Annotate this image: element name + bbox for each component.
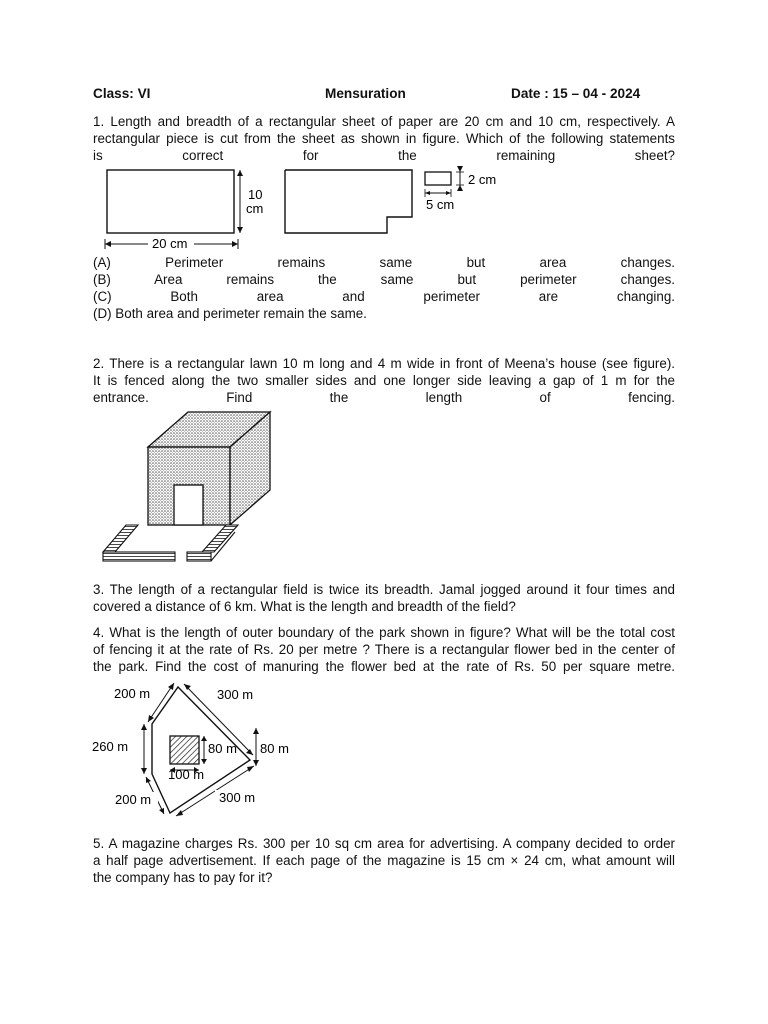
q1-line-1: 1. Length and breadth of a rectangular sheet of paper are 20 cm and 10 cm, respectively. A [93,114,675,129]
label-bed-width: 100 m [168,767,205,782]
q1-option-a: (A) Perimeter remains same but area changes. [93,255,675,270]
q4-line-1: 4. What is the length of outer boundary of the park shown in figure? What will be the total cost [93,625,675,640]
fence-left-side [103,525,138,552]
question-5-text [93,835,675,886]
question-4-text [93,624,675,675]
fence-front-left [103,552,175,561]
q5-line-3: the company has to pay for it? [93,870,273,885]
q1-option-c: (C) Both area and perimeter are changing. [93,289,675,304]
house-door [174,485,203,525]
q1-option-d: (D) Both area and perimeter remain the same. [93,306,367,321]
q2-house-lawn-figure [95,408,285,568]
date-label: Date : 15 – 04 - 2024 [511,86,641,101]
cut-piece-rect [425,172,451,185]
q1-options [93,254,675,322]
fence-front-right [187,552,211,561]
q3-line-1: 3. The length of a rectangular field is twice its breadth. Jamal jogged around it four times and [93,582,675,597]
label-top-right: 300 m [217,687,254,702]
q2-line-1: 2. There is a rectangular lawn 10 m long and 4 m wide in front of Meena’s house (see figure). [93,356,675,371]
cut-width-label: 5 cm [426,197,455,212]
fence-right-side [202,525,238,552]
flower-bed [170,736,199,764]
question-1-text [93,113,675,164]
q1-line-3: is correct for the remaining sheet? [93,148,675,163]
q1-line-2: rectangular piece is cut from the sheet as shown in figure. Which of the following statements [93,131,675,146]
question-3-text [93,581,675,615]
q5-line-1: 5. A magazine charges Rs. 300 per 10 sq cm area for advertising. A company decided to order [93,836,675,851]
width-label: 20 cm [152,236,188,251]
class-label: Class: VI [93,86,151,101]
q2-line-3: entrance. Find the length of fencing. [93,390,675,405]
q4-line-2: of fencing it at the rate of Rs. 20 per metre ? There is a rectangular flower bed in the center of [93,642,675,657]
q1-option-b: (B) Area remains the same but perimeter changes. [93,272,675,287]
q3-line-2: covered a distance of 6 km. What is the length and breadth of the field? [93,599,516,614]
height-label-bottom: cm [246,201,264,216]
q4-line-3: the park. Find the cost of manuring the flower bed at the rate of Rs. 50 per square metre. [93,659,675,674]
remaining-sheet-shape [285,170,412,233]
height-label-top: 10 [248,187,263,202]
full-sheet-rect [107,170,234,233]
cut-height-label: 2 cm [468,172,497,187]
label-bottom-right: 300 m [219,790,256,805]
q4-park-figure [90,680,310,820]
q2-line-2: It is fenced along the two smaller sides and one longer side leaving a gap of 1 m for the [93,373,675,388]
q1-sheet-figure [90,160,510,255]
label-bottom-left: 200 m [115,792,152,807]
label-left: 260 m [92,739,129,754]
question-2-text [93,355,675,406]
label-right: 80 m [260,741,289,756]
q5-line-2: a half page advertisement. If each page of the magazine is 15 cm × 24 cm, what amount will [93,853,675,868]
subject-title: Mensuration [325,86,406,101]
label-bed-height: 80 m [208,741,237,756]
label-top-left: 200 m [114,686,151,701]
